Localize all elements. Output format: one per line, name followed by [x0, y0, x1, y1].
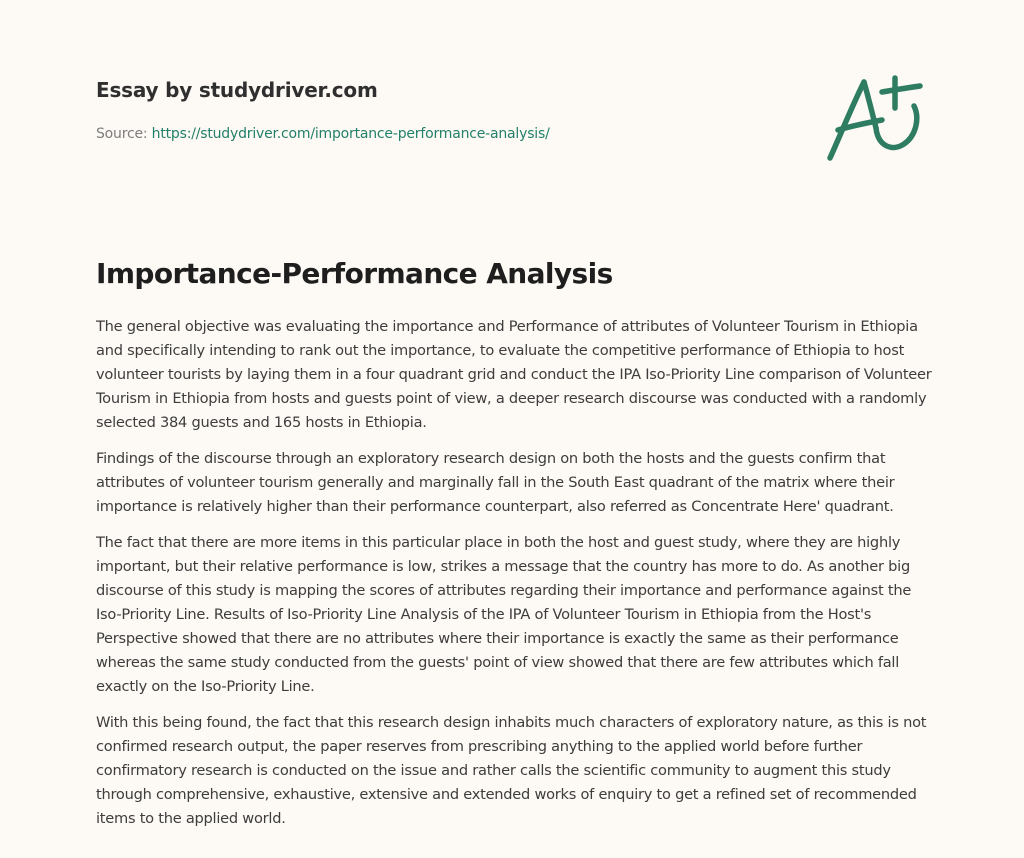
- article-body: [96, 315, 936, 843]
- article-title: Importance-Performance Analysis: [96, 257, 613, 290]
- site-title: Essay by studydriver.com: [96, 78, 378, 102]
- paragraph: With this being found, the fact that this research design inhabits much characters of exploratory nature, as this is not confirmed research output, the paper reserves from prescribing anything to the applied world before further confirmatory research is conducted on the issue and rather calls the scientific community to augment this study through comprehensive, exhaustive, extensive and extended works of enquiry to get a refined set of recommended items to the applied world.: [96, 714, 927, 827]
- source-line: [96, 124, 936, 144]
- paragraph: The fact that there are more items in this particular place in both the host and guest study, where they are highly important, but their relative performance is low, strikes a message that the country has more to do. As another big discourse of this study is mapping the scores of attributes regarding their importance and performance against the Iso-Priority Line. Results of Iso-Priority Line Analysis of the IPA of Volunteer Tourism in Ethiopia from the Host's Perspective showed that there are no attributes where their importance is exactly the same as their performance whereas the same study conducted from the guests' point of view showed that there are few attributes which fall exactly on the Iso-Priority Line.: [96, 534, 912, 695]
- paragraph: Findings of the discourse through an exploratory research design on both the hosts and the guests confirm that attributes of volunteer tourism generally and marginally fall in the South East quadrant of the matrix where their importance is relatively higher than their performance counterpart, also referred as Concentrate Here' quadrant.: [96, 450, 895, 515]
- a-plus-grade-icon: [820, 66, 930, 166]
- paragraph: The general objective was evaluating the importance and Performance of attributes of Volunteer Tourism in Ethiopia and specifically intending to rank out the importance, to evaluate the competitive performance of Ethiopia to host volunteer tourists by laying them in a four quadrant grid and conduct the IPA Iso-Priority Line comparison of Volunteer Tourism in Ethiopia from hosts and guests point of view, a deeper research discourse was conducted with a randomly selected 384 guests and 165 hosts in Ethiopia.: [96, 318, 932, 431]
- essay-header: [96, 76, 936, 144]
- source-label: Source:: [96, 126, 148, 142]
- source-link[interactable]: https://studydriver.com/importance-performance-analysis/: [151, 126, 550, 142]
